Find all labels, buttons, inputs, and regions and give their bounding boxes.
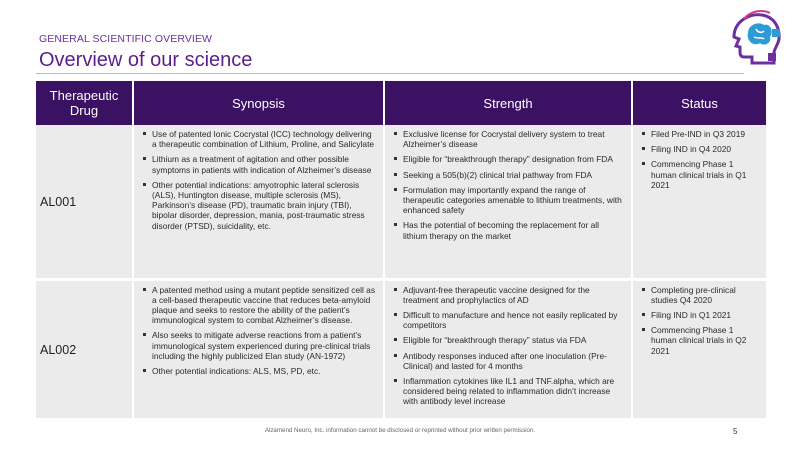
strength-cell	[384, 125, 632, 279]
list-item: Antibody responses induced after one inoculation (Pre-Clinical) and lasted for 4 months	[393, 351, 625, 371]
list-item: Inflammation cytokines like IL1 and TNF.alpha, which are considered being related to inflammation didn’t increase with antibody level increase	[393, 376, 625, 407]
list-item: Also seeks to mitigate adverse reactions from a patient’s immunological system experienced during pre-clinical trials including the highly publicized Elan study (AN-1972)	[142, 330, 377, 361]
strength-cell	[384, 279, 632, 418]
list-item: Lithium as a treatment of agitation and other possible symptoms in patients with indication of Alzheimer’s disease	[142, 154, 377, 174]
status-cell	[632, 279, 766, 418]
list-item: Adjuvant-free therapeutic vaccine designed for the treatment and prophylactics of AD	[393, 285, 625, 305]
science-overview-table	[36, 81, 766, 418]
drug-name-cell: AL002	[36, 279, 133, 418]
list-item: Completing pre-clinical studies Q4 2020	[641, 285, 760, 305]
section-kicker: GENERAL SCIENTIFIC OVERVIEW	[39, 33, 213, 45]
list-item: Eligible for “breakthrough therapy” designation from FDA	[393, 154, 625, 164]
drug-name-cell: AL001	[36, 125, 133, 279]
column-header-status: Status	[632, 81, 766, 125]
table-header-row	[36, 81, 766, 125]
list-item: Commencing Phase 1 human clinical trials in Q2 2021	[641, 325, 760, 356]
list-item: Difficult to manufacture and hence not easily replicated by competitors	[393, 310, 625, 330]
list-item: Has the potential of becoming the replacement for all lithium therapy on the market	[393, 220, 625, 240]
list-item: Filed Pre-IND in Q3 2019	[641, 129, 760, 139]
status-cell	[632, 125, 766, 279]
column-header-strength: Strength	[384, 81, 632, 125]
list-item: Exclusive license for Cocrystal delivery system to treat Alzheimer’s disease	[393, 129, 625, 149]
brain-head-logo-icon	[728, 9, 784, 67]
list-item: Formulation may importantly expand the range of therapeutic categories amenable to lithium treatments, with enhanced safety	[393, 185, 625, 216]
page-title: Overview of our science	[39, 49, 253, 71]
column-header-therapeutic-drug: Therapeutic Drug	[36, 81, 133, 125]
confidentiality-disclaimer: Alzamend Neuro, Inc. information cannot be disclosed or reprinted without prior written permission.	[264, 427, 536, 434]
list-item: Use of patented Ionic Cocrystal (ICC) technology delivering a therapeutic combination of Lithium, Proline, and Salicylate	[142, 129, 377, 149]
table-row	[36, 279, 766, 418]
list-item: Commencing Phase 1 human clinical trials in Q1 2021	[641, 159, 760, 190]
column-header-synopsis: Synopsis	[133, 81, 384, 125]
synopsis-cell	[133, 279, 384, 418]
list-item: Other potential indications: ALS, MS, PD, etc.	[142, 366, 377, 376]
page-number: 5	[733, 427, 738, 436]
list-item: A patented method using a mutant peptide sensitized cell as a cell-based therapeutic vaccine that reduces beta-amyloid plaque and seeks to restore the ability of the patient’s immunological system to combat Alzheimer’s disease.	[142, 285, 377, 326]
list-item: Eligible for “breakthrough therapy” status via FDA	[393, 335, 625, 345]
list-item: Filing IND in Q4 2020	[641, 144, 760, 154]
list-item: Seeking a 505(b)(2) clinical trial pathway from FDA	[393, 170, 625, 180]
table-row	[36, 125, 766, 279]
title-divider	[36, 73, 744, 74]
list-item: Other potential indications: amyotrophic lateral sclerosis (ALS), Huntington disease, multiple sclerosis (MS), Parkinson’s disease (PD), traumatic brain injury (TBI), bipolar disorder, depression, mania, post-traumatic stress disorder (PTSD), suicidality, etc.	[142, 180, 377, 231]
synopsis-cell	[133, 125, 384, 279]
list-item: Filing IND in Q1 2021	[641, 310, 760, 320]
